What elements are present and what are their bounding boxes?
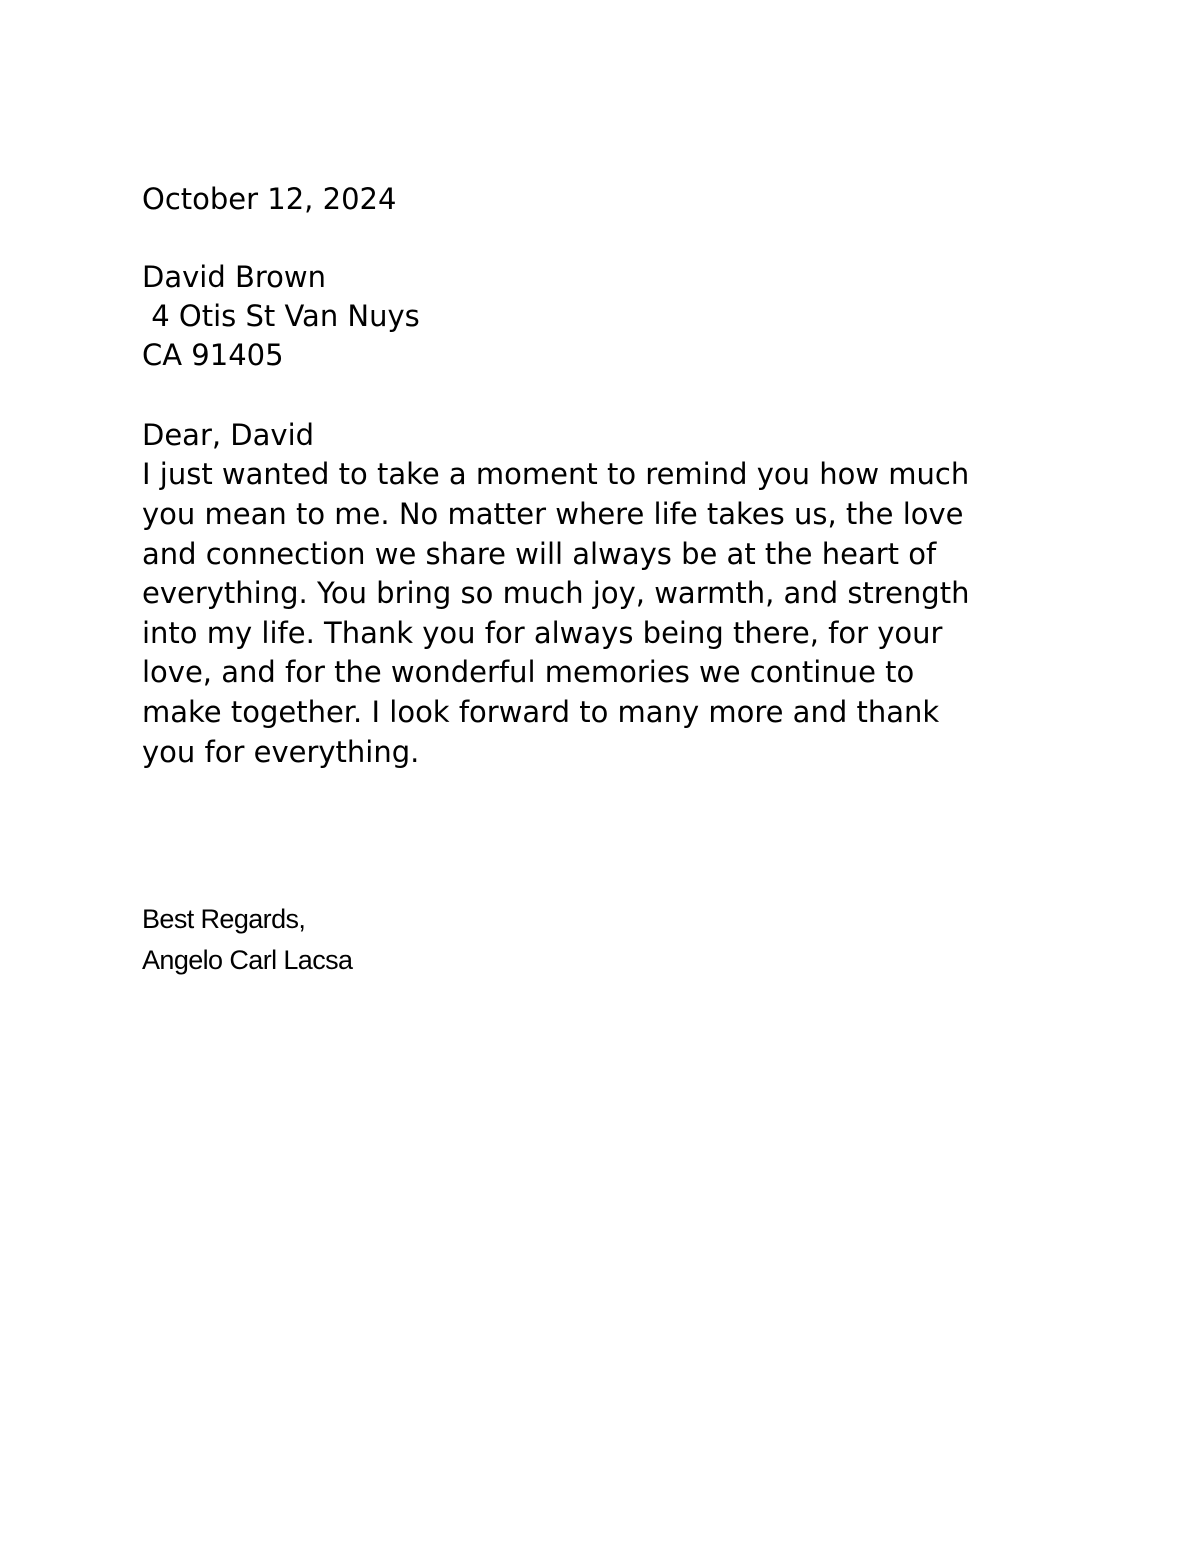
signature-name: Angelo Carl Lacsa <box>142 945 353 975</box>
letter-date: October 12, 2024 <box>142 182 397 216</box>
body-line: everything. You bring so much joy, warmth, and strength <box>142 576 970 610</box>
closing: Best Regards, <box>142 904 306 934</box>
salutation: Dear, David <box>142 418 315 452</box>
body-line: into my life. Thank you for always being there, for your <box>142 616 943 650</box>
body-line: you mean to me. No matter where life takes us, the love <box>142 497 964 531</box>
body-line: I just wanted to take a moment to remind you how much <box>142 457 970 491</box>
body-line: make together. I look forward to many more and thank <box>142 695 940 729</box>
recipient-name: David Brown <box>142 260 326 294</box>
body-line: and connection we share will always be at the heart of <box>142 537 937 571</box>
recipient-street-address: 4 Otis St Van Nuys <box>142 299 420 333</box>
recipient-city-zip: CA 91405 <box>142 338 284 372</box>
body-line: you for everything. <box>142 735 420 769</box>
body-line: love, and for the wonderful memories we continue to <box>142 655 915 689</box>
